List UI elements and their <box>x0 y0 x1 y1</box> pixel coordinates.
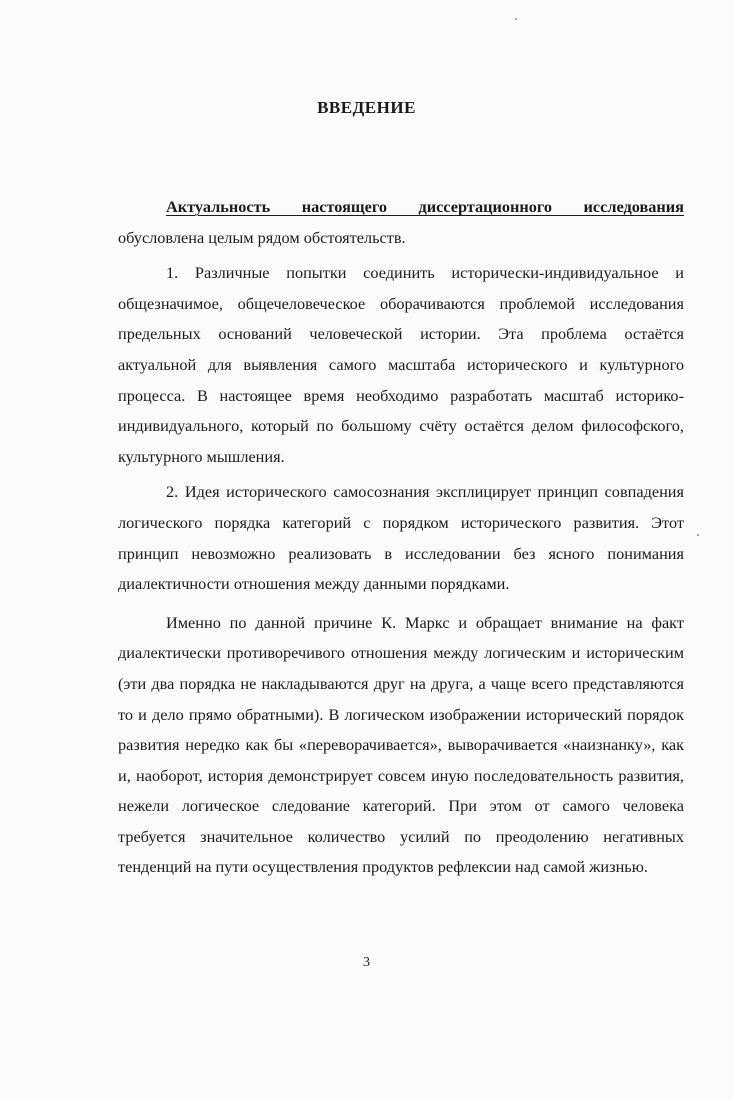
paragraph-2: 2. Идея исторического самосознания эксплицирует принцип совпадения логического порядка категорий с порядком исторического развития. Этот принцип невозможно реализовать в исследовании без ясного понимания диалектичности отношения между данными порядками. <box>118 482 684 594</box>
page-title: ВВЕДЕНИЕ <box>317 98 416 117</box>
scan-speck <box>697 534 699 536</box>
relevance-heading-continuation: обусловлена целым рядом обстоятельств. <box>118 227 406 247</box>
page-number: 3 <box>363 955 370 970</box>
body-text <box>118 192 684 883</box>
scan-speck <box>515 18 517 20</box>
paragraph-3: Именно по данной причине К. Маркс и обращает внимание на факт диалектически противоречивого отношения между логическим и историческим (эти два порядка не накладываются друг на друга, а чаще всего представляются то и дело прямо обратными). В логическом изображении исторический порядок развития нередко как бы «переворачивается», выворачивается «наизнанку», как и, наоборот, история демонстрирует совсем иную последовательность развития, нежели логическое следование категорий. При этом от самого человека требуется значительное количество усилий по преодолению негативных тенденций на пути осуществления продуктов рефлексии над самой жизнью. <box>118 612 684 877</box>
relevance-heading: Актуальность настоящего диссертационного исследования <box>166 197 684 216</box>
paragraph-1: 1. Различные попытки соединить исторически-индивидуальное и общезначимое, общечеловеческое оборачиваются проблемой исследования предельных оснований человеческой истории. Эта проблема остаётся актуальной для выявления самого масштаба исторического и культурного процесса. В настоящее время необходимо разработать масштаб историко-индивидуального, который по большому счёту остаётся делом философского, культурного мышления. <box>118 263 684 466</box>
relevance-paragraph <box>118 192 684 253</box>
